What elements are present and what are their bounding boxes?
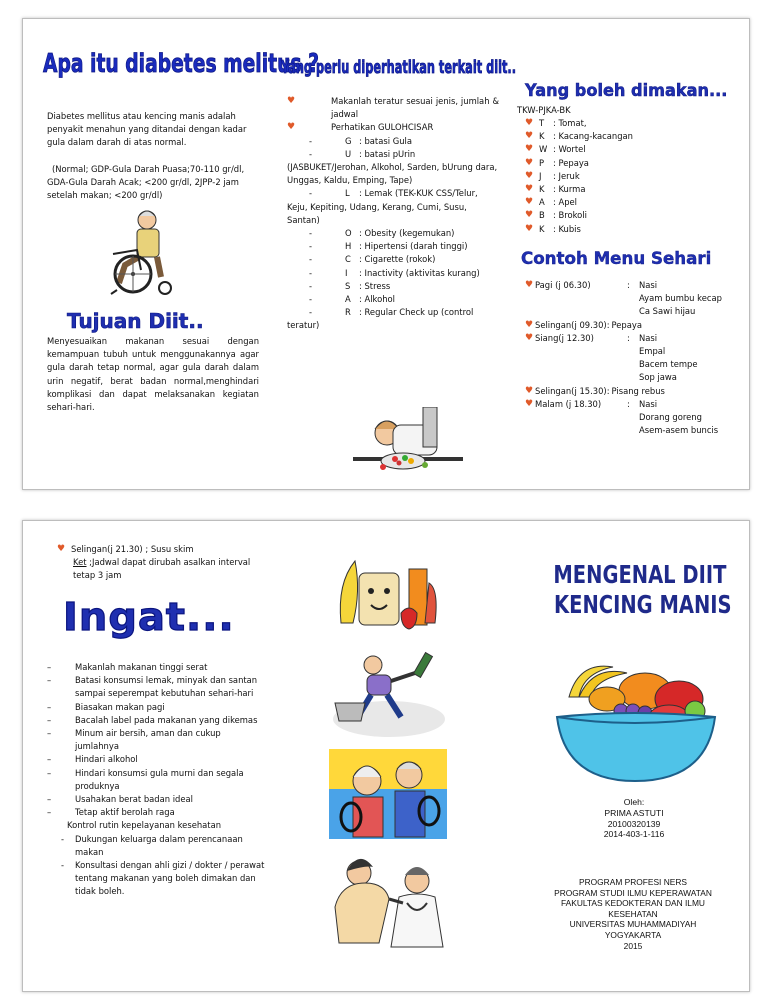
reminder-text: Usahakan berat badan ideal [75,794,193,805]
menu-entry [525,332,747,385]
institution-block [523,877,743,951]
rule-text: : Regular Check up (control teratur) [287,307,474,331]
dash-bullet: – [47,807,52,818]
food-letter: J [539,170,542,181]
list-item: ♥ Selingan(j 21.30) ; Susu skim [57,543,257,556]
rule-item [287,135,499,148]
heart-bullet-icon: ♥ [525,332,534,343]
menu-time-row [525,385,747,398]
heart-bullet-icon: ♥ [525,319,534,330]
menu-dish: Ca Sawi hijau [639,306,696,317]
food-name: : Jeruk [553,170,580,181]
rule-item [287,227,499,240]
reminder-text: Hindari alkohol [75,754,138,765]
heart-bullet-icon: ♥ [525,131,534,142]
reminder-text: Biasakan makan pagi [75,701,165,712]
rule-letter: L [345,188,350,199]
institution-line: 2015 [623,940,643,951]
dash-bullet: - [309,241,313,252]
column-allowed-food [513,19,749,489]
menu-time-row [525,398,747,411]
food-letter: K [539,223,545,234]
rule-text: : batasi Gula [359,135,412,146]
reminder-item [45,753,265,766]
heading-diet-goal: Tujuan Diit.. [67,309,204,333]
dash-bullet: – [47,728,52,739]
reminder-item [45,859,265,899]
menu-time: Malam (j 18.30) [535,398,602,409]
dash-bullet: - [309,254,313,265]
institution-line: UNIVERSITAS MUHAMMADIYAH [569,919,697,930]
rule-item [287,148,499,188]
healthy-food-illustration [331,553,445,633]
doctor-consultation-illustration [329,851,453,951]
heart-bullet-icon: ♥ [525,118,534,128]
schedule-note: Ket ;Jadwal dapat dirubah asalkan interval tetap 3 jam [73,557,251,581]
menu-separator: : [627,280,630,290]
rule-letter: S [345,280,351,291]
food-name: : Kubis [553,223,581,234]
dash-bullet: – [47,767,52,778]
reminder-text: Hindari konsumsi gula murni dan segala produknya [75,767,244,791]
cover-title-line1: MENGENAL DIIT [553,560,727,589]
food-item [525,130,725,143]
reminder-text: Dukungan keluarga dalam perencanaan makan [75,833,243,857]
reminder-text: Tetap aktif berolah raga [75,807,175,818]
evening-snack [57,543,257,583]
rule-text: : Alkohol [359,294,395,305]
heart-bullet-icon: ♥ [525,280,534,290]
food-item [525,143,725,156]
author-block [529,797,739,840]
dash-bullet: - [309,307,313,318]
author-ners-id: 2014-403-1-116 [603,829,665,840]
reminder-item [45,767,265,793]
reminder-text: Batasi konsumsi lemak, minyak dan santan sampai seperempat kebutuhan sehari-hari [75,675,258,699]
reminder-item [45,661,265,674]
rule-letter: A [345,294,351,305]
food-name: : Pepaya [553,157,589,168]
heart-bullet-icon: ♥ [525,223,534,234]
food-item [525,183,725,196]
food-name: : Tomat, [553,118,587,128]
rule-text: : Obesity (kegemukan) [359,228,455,239]
rule-letter: I [345,267,348,278]
food-letter: K [539,184,545,195]
food-item [525,157,725,170]
allowed-food-list [525,117,725,236]
food-letter: W [539,144,548,155]
menu-dish: Bacem tempe [639,359,698,370]
menu-time: Selingan(j 15.30) [535,385,607,396]
rule-text: : Lemak (TEK-KUK CSS/Telur, Keju, Kepiting, Udang, Kerang, Cumi, Susu, Santan) [287,188,478,225]
food-item [525,209,725,222]
menu-time-row [525,319,747,332]
column-cover [509,521,749,991]
food-item [525,223,725,236]
reminder-list [45,661,265,899]
dash-bullet: - [309,294,313,305]
institution-line: FAKULTAS KEDOKTERAN DAN ILMU [561,898,705,909]
rule-item [287,267,499,280]
cover-title-line2: KENCING MANIS [554,590,732,619]
menu-separator: : [606,385,610,396]
diet-goal-text: Menyesuaikan makanan sesuai dengan kemampuan tubuh untuk menggunakannya agar gula darah tetap normal, agar gula darah dalam urin negatif, berat badan normal,menghindari komplikasi dan dapat melaksanakan kegiatan sehari-hari. [47,336,259,413]
rule-item [287,306,499,332]
cover-title [529,561,739,621]
heading-diet-attention: Yang perlu diperhatikan terkait diit.. [281,57,517,78]
food-letter: T [539,118,545,128]
heading-allowed-food: Yang boleh dimakan... [525,81,728,101]
dash-bullet: – [47,714,52,725]
food-letter: A [539,197,545,208]
rule-text: : Inactivity (aktivitas kurang) [359,267,480,278]
dash-bullet: - [61,860,65,871]
menu-dish: Empal [639,346,666,357]
menu-time: Siang(j 12.30) [535,332,594,343]
diet-rules-list [287,95,499,333]
menu-dish: Sop jawa [639,372,677,383]
rule-letter: O [345,228,352,239]
heart-bullet-icon: ♥ [57,544,66,554]
menu-time-row [525,279,747,292]
heart-bullet-icon: ♥ [525,210,534,221]
rule-item [287,293,499,306]
rule-letter: R [345,307,351,318]
dash-bullet: – [47,662,52,672]
menu-time: Pagi (j 06.30) [535,280,591,290]
dash-bullet: - [309,188,313,199]
rule-text: : Hipertensi (darah tinggi) [359,241,468,252]
food-letter: B [539,210,545,221]
rule-letter: H [345,241,352,252]
food-item [525,117,725,130]
heart-bullet-icon: ♥ [287,122,296,133]
diabetes-definition: Diabetes mellitus atau kencing manis adalah penyakit menahun yang ditandai dengan kadar gula dalam darah di atas normal. [47,111,247,148]
dash-bullet: – [47,701,52,712]
reminder-text: Bacalah label pada makanan yang dikemas [75,714,258,725]
dash-bullet: - [309,148,313,159]
rule-item [287,187,499,227]
dash-bullet: – [47,675,52,686]
menu-entry [525,279,747,319]
rule-item [287,253,499,266]
heart-bullet-icon: ♥ [287,96,296,106]
food-name: : Apel [553,197,578,208]
reminder-item [45,833,265,859]
food-letter: K [539,131,545,142]
menu-separator: : [627,398,630,409]
menu-dish: Nasi [639,280,658,290]
reminder-item [45,806,265,819]
food-code: TKW-PJKA-BK [517,105,571,115]
food-name: : Kacang-kacangan [553,131,633,142]
dash-bullet: – [47,794,52,805]
list-item: ♥ Perhatikan GULOHCISAR [287,121,499,134]
heading-what-is-diabetes: Apa itu diabetes melitus ? [43,49,319,79]
institution-line: YOGYAKARTA [604,929,662,940]
author-label: Oleh: [623,797,645,807]
reminder-item [45,701,265,714]
reminder-text: Minum air bersih, aman dan cukup jumlahnya [75,728,221,752]
menu-dish: Pisang rebus [611,385,665,396]
menu-dish: Dorang goreng [639,412,702,423]
menu-entry [525,398,747,438]
normal-glucose-values: (Normal; GDP-Gula Darah Puasa;70-110 gr/dl, GDA-Gula Darah Acak; <200 gr/dl, 2JPP-2 jam setelah makan; <200 gr/dl) [47,164,245,201]
gulohcisar-rules [287,135,499,333]
food-name: : Kurma [553,184,586,195]
food-name: : Wortel [553,144,586,155]
food-name: : Brokoli [553,210,587,221]
rule-text: : Stress [359,280,391,291]
rule-text: : Cigarette (rokok) [359,254,436,265]
reminder-item [45,793,265,806]
dash-bullet: - [309,135,313,146]
food-letter: P [539,157,545,168]
column-reminders [23,521,273,991]
dash-bullet: - [309,267,313,278]
heart-bullet-icon: ♥ [525,144,534,155]
column-illustrations [273,521,509,991]
reminder-text: Konsultasi dengan ahli gizi / dokter / perawat tentang makanan yang boleh dimakan dan tidak boleh. [75,860,265,897]
menu-entry [525,385,747,398]
reminder-item [45,714,265,727]
heading-remember: Ingat... [63,595,235,639]
menu-separator: : [627,332,630,343]
menu-dish: Nasi [639,332,658,343]
heart-bullet-icon: ♥ [525,398,534,409]
dash-bullet: - [61,833,65,844]
institution-line: KESEHATAN [608,908,658,919]
heart-bullet-icon: ♥ [525,197,534,208]
rule-item [287,280,499,293]
food-item [525,170,725,183]
menu-time: Selingan(j 09.30) [535,319,607,330]
man-running-illustration [331,647,447,737]
column-diet-rules [267,19,517,489]
menu-dish: Pepaya [611,319,642,330]
rule-letter: G [345,135,352,146]
fruit-bowl-illustration [549,661,719,783]
author-student-id: 20100320139 [607,818,661,829]
dash-bullet: - [309,228,313,239]
author-name: PRIMA ASTUTI [604,807,664,818]
rule-letter: U [345,148,352,159]
rule-letter: C [345,254,351,265]
list-item: ♥ Makanlah teratur sesuai jenis, jumlah & jadwal [287,96,499,120]
column-diabetes-info [23,19,319,489]
reminder-item [45,674,265,700]
man-thinking-food-illustration [353,407,463,479]
daily-menu-list [525,279,747,437]
reminder-item [45,727,265,753]
menu-time-row [525,332,747,345]
heart-bullet-icon: ♥ [525,385,534,396]
dash-bullet: – [47,754,52,765]
rule-text: : batasi pUrin (JASBUKET/Jerohan, Alkohol, Sarden, bUrung dara, Unggas, Kaldu, Emping, Tape) [287,148,498,186]
elderly-tennis-illustration [329,749,447,839]
food-item [525,196,725,209]
wheelchair-man-illustration [103,204,181,296]
heart-bullet-icon: ♥ [525,184,534,195]
menu-dish: Nasi [639,398,658,409]
menu-dish: Asem-asem buncis [639,425,719,436]
institution-line: PROGRAM PROFESI NERS [579,877,687,887]
rule-item [287,240,499,253]
institution-line: PROGRAM STUDI ILMU KEPERAWATAN [554,887,712,898]
heart-bullet-icon: ♥ [525,157,534,168]
menu-separator: : [606,319,610,330]
reminder-text: Makanlah makanan tinggi serat [75,662,208,672]
brochure-page-inside [22,18,750,490]
control-reminder: Kontrol rutin kepelayanan kesehatan [67,820,222,831]
heading-daily-menu: Contoh Menu Sehari [521,249,712,269]
brochure-page-cover [22,520,750,992]
dash-bullet: - [309,280,313,291]
menu-entry [525,319,747,332]
heart-bullet-icon: ♥ [525,170,534,181]
menu-dish: Ayam bumbu kecap [639,293,722,304]
